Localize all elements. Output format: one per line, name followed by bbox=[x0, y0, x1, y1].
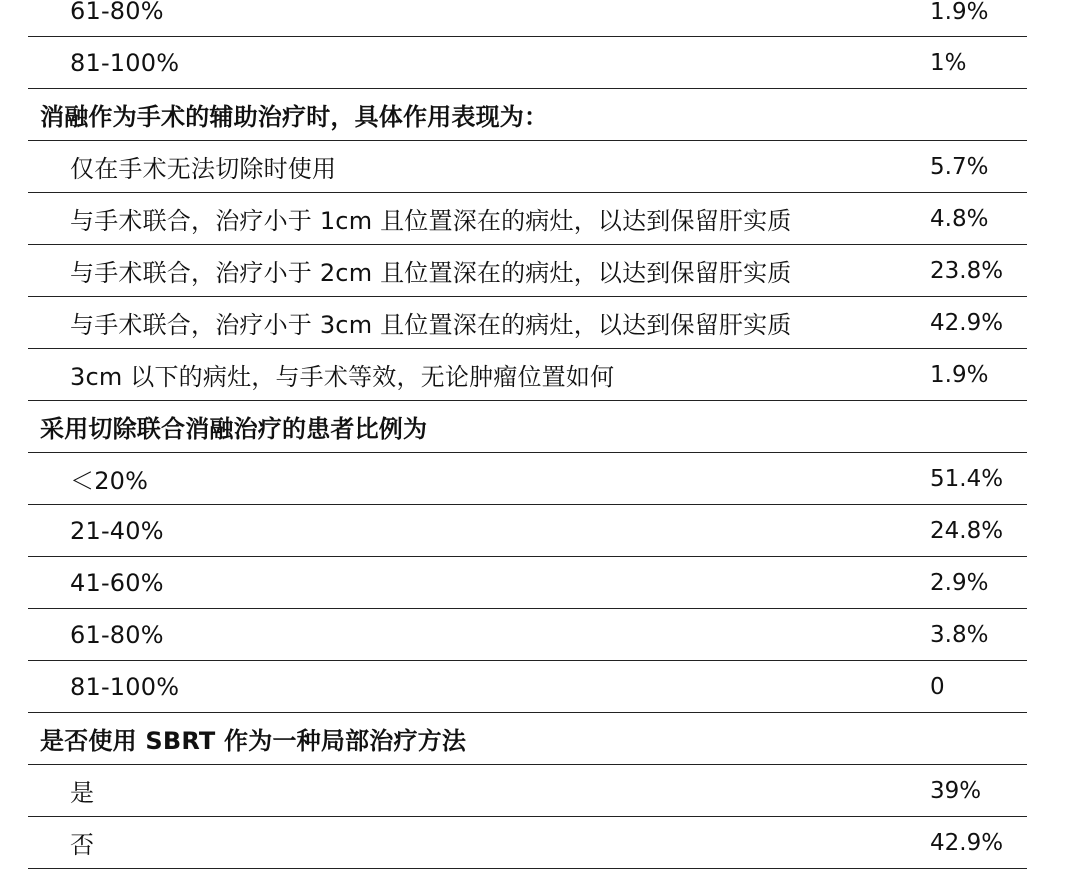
table-row bbox=[28, 557, 1027, 609]
row-value: 5.7% bbox=[930, 153, 989, 180]
row-value: 4.8% bbox=[930, 205, 989, 232]
row-label: 21-40% bbox=[70, 516, 164, 545]
row-label: 与手术联合，治疗小于 2cm 且位置深在的病灶，以达到保留肝实质 bbox=[70, 259, 792, 287]
row-label: 81-100% bbox=[70, 48, 180, 77]
row-label: 与手术联合，治疗小于 1cm 且位置深在的病灶，以达到保留肝实质 bbox=[70, 207, 792, 235]
table-row bbox=[28, 505, 1027, 557]
row-value: 3.8% bbox=[930, 621, 989, 648]
table-row bbox=[28, 297, 1027, 349]
table-row bbox=[28, 609, 1027, 661]
row-label: 3cm 以下的病灶，与手术等效，无论肿瘤位置如何 bbox=[70, 363, 615, 391]
section-heading-row bbox=[28, 89, 1027, 141]
row-label: 61-80% bbox=[70, 0, 164, 25]
row-value: 42.9% bbox=[930, 829, 1004, 856]
row-value: 51.4% bbox=[930, 465, 1004, 492]
row-label: 否 bbox=[70, 831, 95, 859]
row-value: 1.9% bbox=[930, 0, 989, 25]
row-value: 39% bbox=[930, 777, 982, 804]
row-label: 81-100% bbox=[70, 672, 180, 701]
row-value: 24.8% bbox=[930, 517, 1004, 544]
table-row bbox=[28, 245, 1027, 297]
row-value: 1.9% bbox=[930, 361, 989, 388]
row-label: 仅在手术无法切除时使用 bbox=[70, 155, 337, 183]
survey-results-table bbox=[28, 0, 1027, 869]
table-row bbox=[28, 765, 1027, 817]
row-value: 23.8% bbox=[930, 257, 1004, 284]
row-value: 0 bbox=[930, 673, 945, 700]
table-row bbox=[28, 141, 1027, 193]
row-label: ＜20% bbox=[70, 467, 149, 495]
row-value: 42.9% bbox=[930, 309, 1004, 336]
row-value: 2.9% bbox=[930, 569, 989, 596]
section-heading: 消融作为手术的辅助治疗时，具体作用表现为： bbox=[40, 103, 549, 131]
table-row bbox=[28, 349, 1027, 401]
section-heading: 是否使用 SBRT 作为一种局部治疗方法 bbox=[40, 727, 467, 755]
section-heading-row bbox=[28, 401, 1027, 453]
row-label: 是 bbox=[70, 779, 95, 807]
row-label: 与手术联合，治疗小于 3cm 且位置深在的病灶，以达到保留肝实质 bbox=[70, 311, 792, 339]
row-label: 41-60% bbox=[70, 568, 164, 597]
row-value: 1% bbox=[930, 49, 967, 76]
row-label: 61-80% bbox=[70, 620, 164, 649]
table-row bbox=[28, 37, 1027, 89]
section-heading: 采用切除联合消融治疗的患者比例为 bbox=[40, 415, 428, 443]
section-heading-row bbox=[28, 713, 1027, 765]
table-row bbox=[28, 193, 1027, 245]
table-row bbox=[28, 453, 1027, 505]
table-row bbox=[28, 817, 1027, 869]
table-row bbox=[28, 0, 1027, 37]
table-row bbox=[28, 661, 1027, 713]
